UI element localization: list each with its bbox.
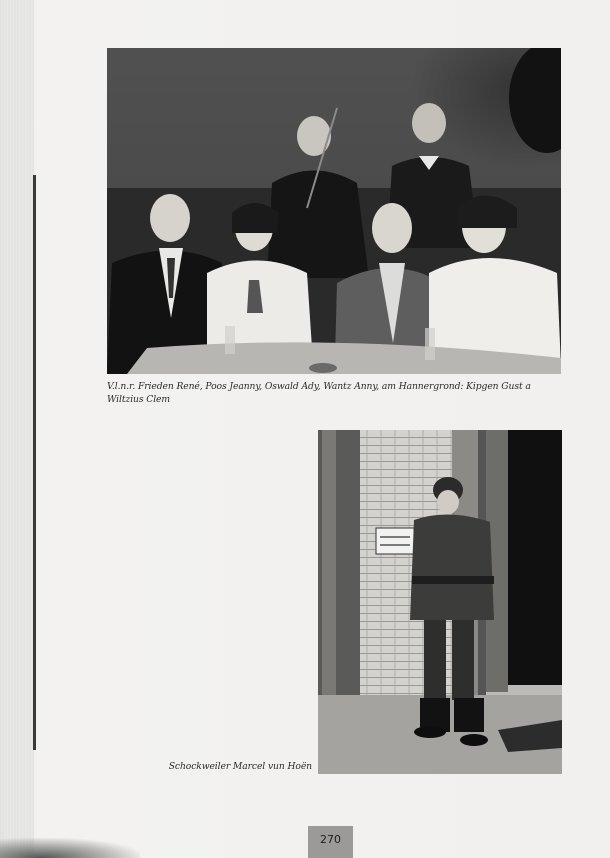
soldier-photo <box>318 430 562 774</box>
soldier-photo-caption: Schockweiler Marcel vun Hoën <box>168 761 312 772</box>
group-photo <box>107 48 561 374</box>
book-binding <box>0 0 34 858</box>
group-photo-caption: V.l.n.r. Frieden René, Poos Jeanny, Oswald Ady, Wantz Anny, am Hannergrond: Kipgen Gust a Wiltzius Clem <box>107 381 531 405</box>
page-edge <box>33 175 36 750</box>
finger-shadow <box>0 838 140 858</box>
page-number: 270 <box>320 833 341 846</box>
